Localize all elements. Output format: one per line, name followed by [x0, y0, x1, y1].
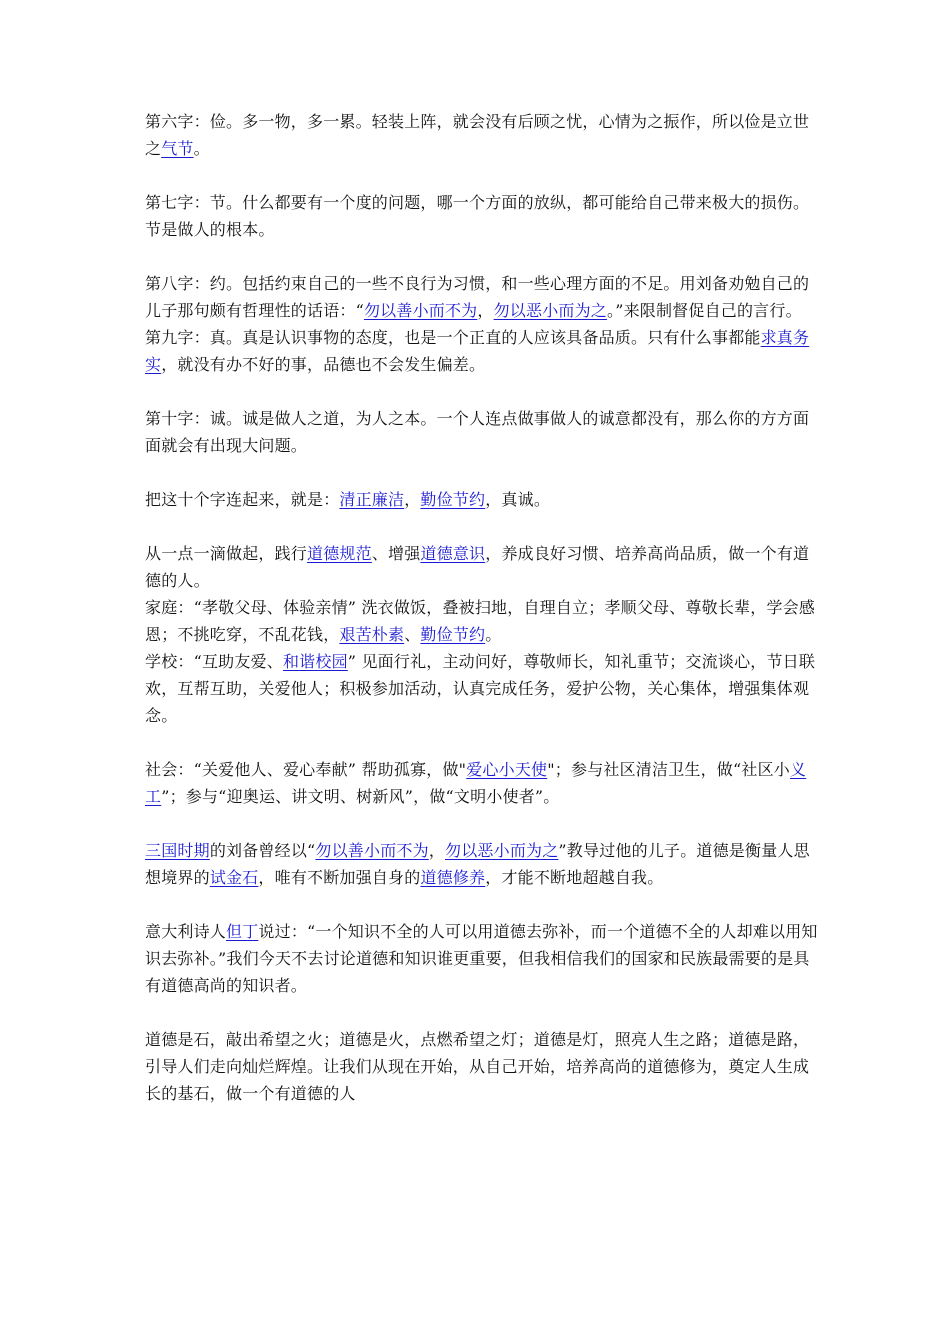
inline-link[interactable]: 勤俭节约: [420, 490, 486, 509]
inline-link[interactable]: 勿以恶小而为之: [445, 841, 559, 860]
text-run: 的刘备曾经以“: [209, 841, 316, 860]
paragraph-p6: [145, 486, 820, 513]
text-run: ，才能不断地超越自我。: [485, 868, 664, 887]
inline-link[interactable]: 义工: [145, 760, 807, 806]
paragraph-p5: [145, 405, 820, 459]
paragraph-p3: [145, 270, 820, 324]
paragraph-spacer: [145, 999, 820, 1026]
inline-link[interactable]: 试金石: [209, 868, 259, 887]
inline-link[interactable]: 道德修养: [420, 868, 486, 887]
text-run: 。”来限制督促自己的言行。: [607, 301, 802, 320]
inline-link[interactable]: 气节: [161, 139, 194, 158]
paragraph-p4: [145, 324, 820, 378]
inline-link[interactable]: 和谐校园: [282, 652, 348, 671]
paragraph-spacer: [145, 243, 820, 270]
text-run: 第九字：真。真是认识事物的态度，也是一个正直的人应该具备品质。只有什么事都能: [145, 328, 761, 347]
inline-link[interactable]: 清正廉洁: [339, 490, 405, 509]
inline-link[interactable]: 但丁: [226, 922, 259, 941]
inline-link[interactable]: 三国时期: [145, 841, 210, 860]
inline-link[interactable]: 求真务实: [145, 328, 810, 374]
text-run: 第七字：节。什么都要有一个度的问题，哪一个方面的放纵，都可能给自己带来极大的损伤。节是做人的根本。: [145, 193, 810, 239]
text-run: 从一点一滴做起，践行: [145, 544, 308, 563]
text-run: 第十字：诚。诚是做人之道，为人之本。一个人连点做事做人的诚意都没有，那么你的方方面面就会有出现大问题。: [145, 409, 810, 455]
text-run: 家庭：“孝敬父母、体验亲情” 洗衣做饭，叠被扫地，自理自立；孝顺父母、尊敬长辈，学会感恩；不挑吃穿，不乱花钱，: [145, 598, 816, 644]
paragraph-spacer: [145, 459, 820, 486]
text-run: 说过：“一个知识不全的人可以用道德去弥补，而一个道德不全的人却难以用知识去弥补。”我们今天不去讨论道德和知识谁更重要，但我相信我们的国家和民族最需要的是具有道德高尚的知识者。: [145, 922, 818, 995]
inline-link[interactable]: 爱心小天使: [466, 760, 548, 779]
paragraph-p1: [145, 108, 820, 162]
text-run: ，: [477, 301, 494, 320]
text-run: ，: [404, 490, 421, 509]
text-run: ，就没有办不好的事，品德也不会发生偏差。: [161, 355, 486, 374]
paragraph-spacer: [145, 810, 820, 837]
paragraph-p13: [145, 1026, 820, 1107]
paragraph-p2: [145, 189, 820, 243]
paragraph-p8: [145, 594, 820, 648]
text-run: ”教导过他的儿子。道德是衡量人思想境界的: [145, 841, 810, 887]
text-run: 道德是石，敲出希望之火；道德是火，点燃希望之灯；道德是灯，照亮人生之路；道德是路，引导人们走向灿烂辉煌。让我们从现在开始，从自己开始，培养高尚的道德修为，奠定人生成长的基石，做一个有道德的人: [145, 1030, 810, 1103]
paragraph-spacer: [145, 513, 820, 540]
text-run: ，真诚。: [485, 490, 551, 509]
inline-link[interactable]: 艰苦朴素: [339, 625, 405, 644]
text-run: 学校：“互助友爱、: [145, 652, 283, 671]
text-run: 、: [404, 625, 421, 644]
inline-link[interactable]: 勤俭节约: [420, 625, 486, 644]
paragraph-spacer: [145, 729, 820, 756]
text-run: 社会：“关爱他人、爱心奉献” 帮助孤寡，做": [145, 760, 467, 779]
paragraph-p7: [145, 540, 820, 594]
inline-link[interactable]: 勿以善小而不为: [363, 301, 478, 320]
inline-link[interactable]: 勿以恶小而为之: [493, 301, 607, 320]
text-run: "；参与社区清洁卫生，做“社区小: [547, 760, 790, 779]
paragraph-spacer: [145, 162, 820, 189]
text-run: ，: [428, 841, 446, 860]
text-run: ，唯有不断加强自身的: [258, 868, 421, 887]
paragraph-p10: [145, 756, 820, 810]
inline-link[interactable]: 勿以善小而不为: [315, 841, 429, 860]
text-run: 。: [485, 625, 502, 644]
paragraph-p11: [145, 837, 820, 891]
text-run: 意大利诗人: [145, 922, 227, 941]
text-run: 把这十个字连起来，就是：: [145, 490, 340, 509]
text-run: ” 见面行礼，主动问好，尊敬师长，知礼重节；交流谈心，节日联欢，互帮互助，关爱他人；积极参加活动，认真完成任务，爱护公物，关心集体，增强集体观念。: [145, 652, 816, 725]
text-run: ”；参与“迎奥运、讲文明、树新风”，做“文明小使者”。: [161, 787, 560, 806]
inline-link[interactable]: 道德意识: [420, 544, 486, 563]
inline-link[interactable]: 道德规范: [307, 544, 372, 563]
text-run: ，养成良好习惯、培养高尚品质，做一个有道德的人。: [145, 544, 810, 590]
text-run: 、增强: [371, 544, 421, 563]
paragraph-spacer: [145, 891, 820, 918]
text-run: 第八字：约。包括约束自己的一些不良行为习惯，和一些心理方面的不足。用刘备劝勉自己的儿子那句颇有哲理性的话语：“: [145, 274, 810, 320]
text-run: 。: [193, 139, 210, 158]
paragraph-p12: [145, 918, 820, 999]
text-run: 第六字：俭。多一物，多一累。轻装上阵，就会没有后顾之忧，心情为之振作，所以俭是立世之: [145, 112, 810, 158]
paragraph-spacer: [145, 378, 820, 405]
paragraph-p9: [145, 648, 820, 729]
